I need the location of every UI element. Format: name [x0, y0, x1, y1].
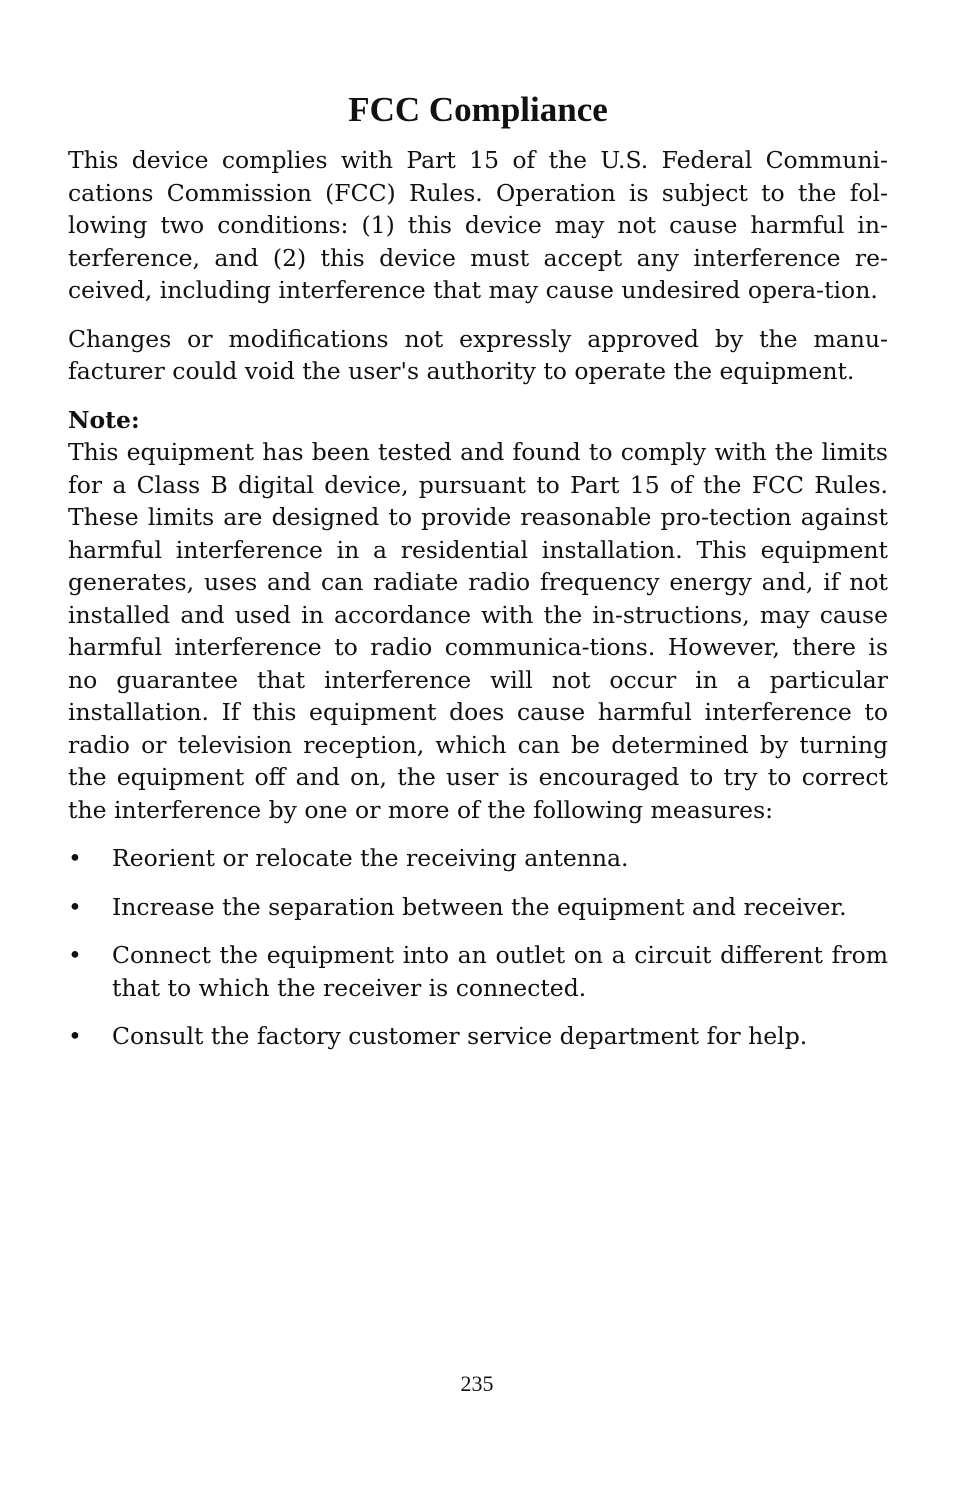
note-paragraph: This equipment has been tested and found to comply with the limits for a Class B digital device, pursuant to Part 15 of the FCC Rules. These limits are designed to provide reasonable pro-tection against harmful interference in a residential installation. This equipment generates, uses and can radiate radio frequency energy and, if not installed and used in accordance with the in-structions, may cause harmful interference to radio communica-tions. However, there is no guarantee that interference will not occur in a particular installation. If this equipment does cause harmful interference to radio or television reception, which can be determined by turning the equipment off and on, the user is encouraged to try to correct the interference by one or more of the following measures:	[68, 438, 888, 824]
list-item	[68, 939, 888, 1004]
list-item	[68, 842, 888, 875]
list-item-text: Reorient or relocate the receiving antenna.	[112, 844, 629, 872]
list-item-text: Consult the factory customer service department for help.	[112, 1022, 808, 1050]
bullet-icon: •	[68, 844, 82, 872]
measures-list	[68, 842, 888, 1053]
bullet-icon: •	[68, 1022, 82, 1050]
list-item	[68, 1020, 888, 1053]
bullet-icon: •	[68, 941, 82, 969]
note-heading: Note:	[68, 405, 140, 434]
bullet-icon: •	[68, 892, 82, 921]
intro-paragraph: This device complies with Part 15 of the U.S. Federal Communi-cations Commission (FCC) Rules. Operation is subject to the fol-lowing two conditions: (1) this device may not cause harmful in-terference, and (2) this device must accept any interference re-ceived, including interference that may cause undesired opera-tion.	[68, 146, 888, 304]
list-item-text: Increase the separation between the equipment and receiver.	[112, 892, 847, 921]
page-number: 235	[460, 1371, 494, 1396]
list-item-text: Connect the equipment into an outlet on a circuit different from that to which the receiver is connected.	[112, 941, 888, 1002]
modifications-paragraph: Changes or modifications not expressly approved by the manu-facturer could void the user's authority to operate the equipment.	[68, 324, 888, 385]
list-item	[68, 891, 888, 924]
page-title: FCC Compliance	[348, 90, 608, 129]
document-page	[68, 86, 888, 1069]
